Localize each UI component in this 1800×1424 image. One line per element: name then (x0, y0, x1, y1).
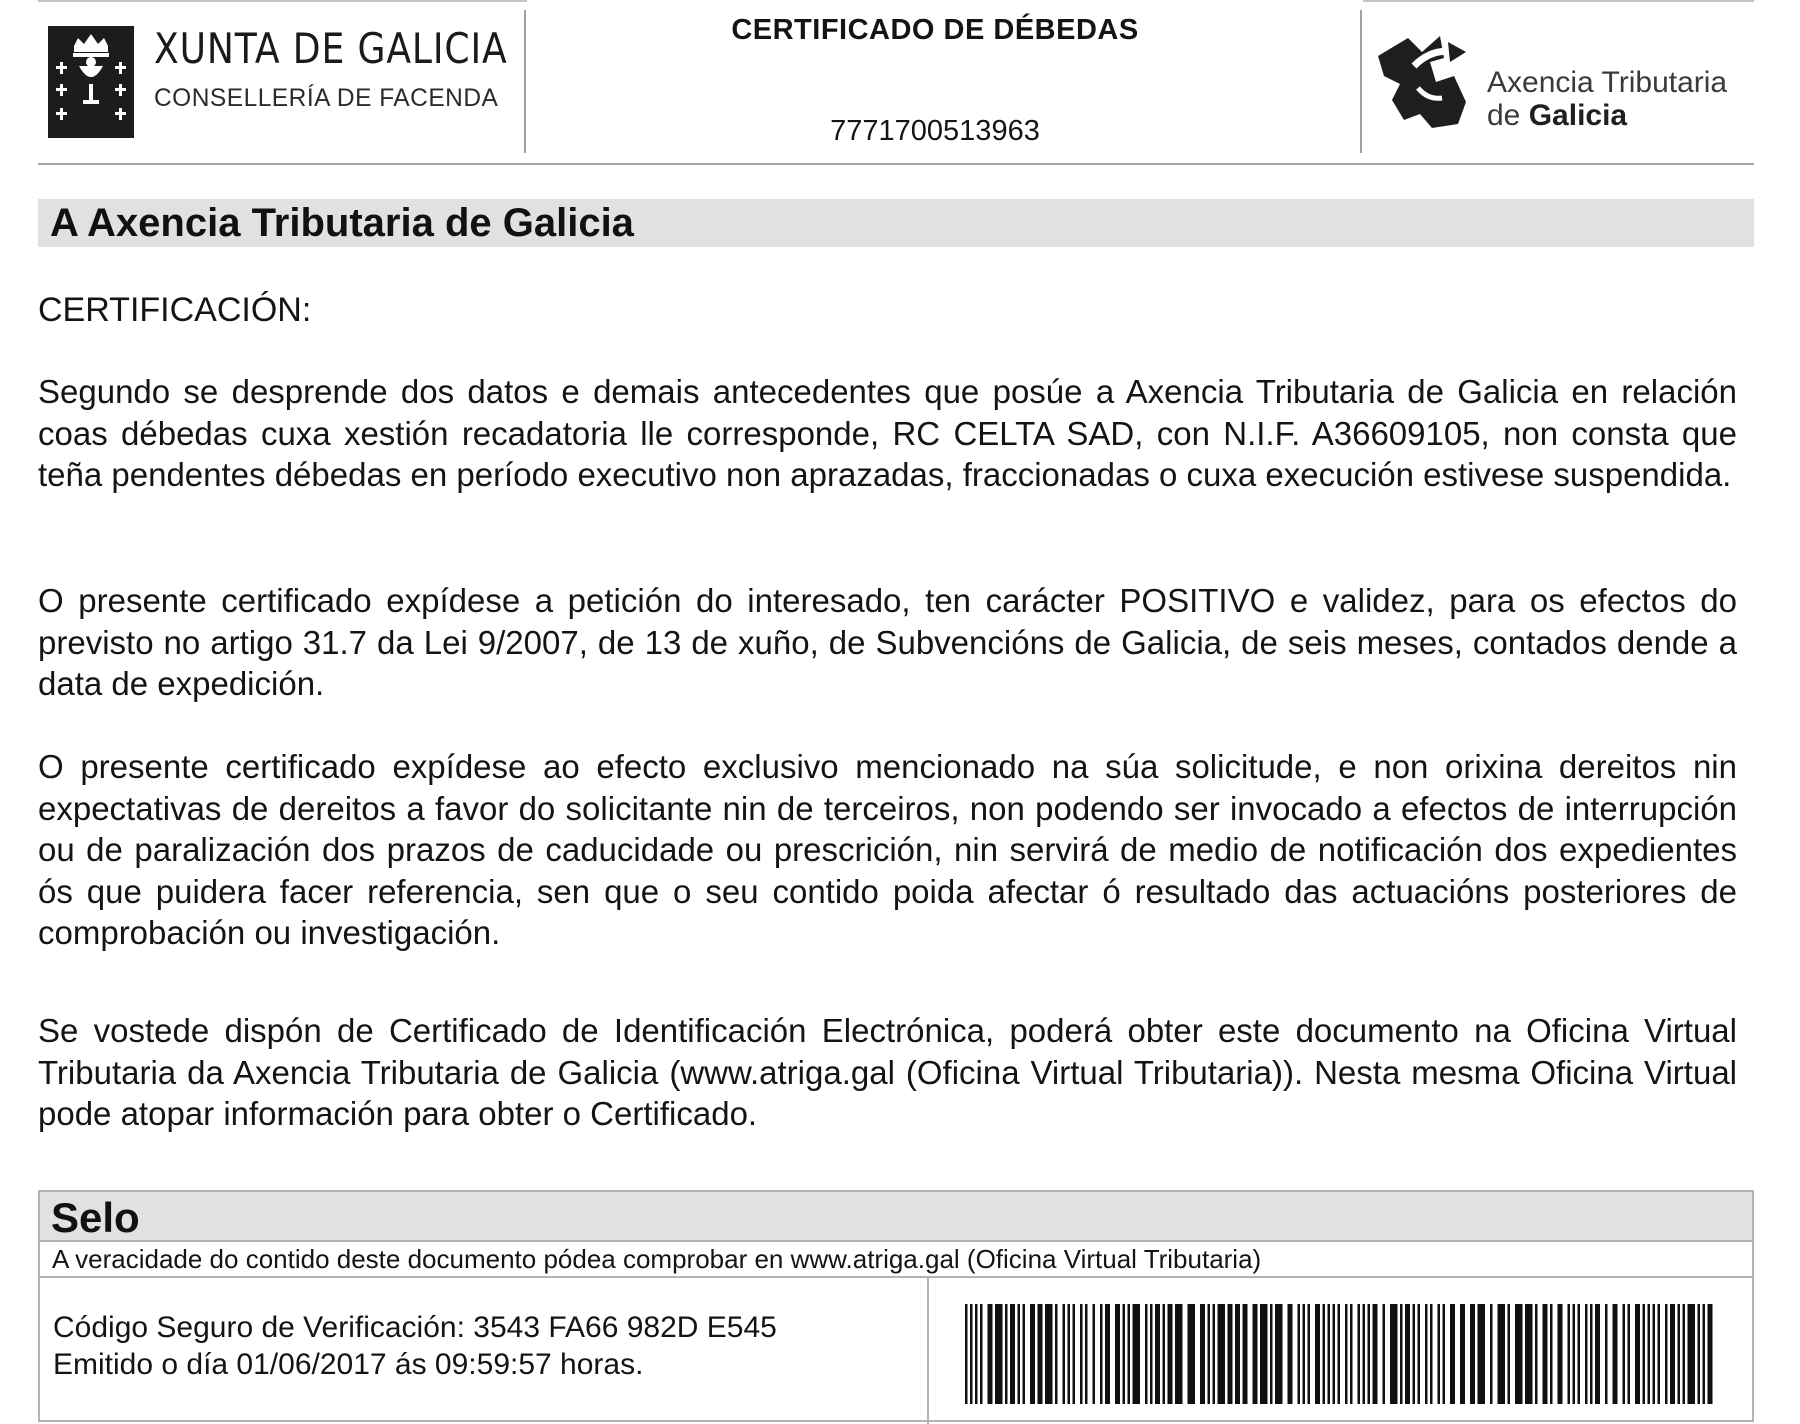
header-separator (1360, 10, 1362, 153)
document-number: 7771700513963 (830, 115, 1040, 147)
seal-header (40, 1192, 1752, 1242)
seal-title: Selo (51, 1194, 140, 1241)
paragraph-debts-status: Segundo se desprende dos datos e demais antecedentes que posúe a Axencia Tributaria de Galicia en relación coas débedas cuxa xestión recadatoria lle corresponde, RC CELTA SAD, con N.I.F. A36609105, non consta que teña pendentes débedas en período executivo non aprazadas, fraccionadas o cuxa execución estivese suspendida. (38, 373, 1737, 493)
secure-verification-code: Código Seguro de Verificación: 3543 FA66 982D E545 (53, 1311, 777, 1344)
seal-divider (927, 1278, 929, 1424)
agency-logo-bold: Galicia (1528, 99, 1628, 132)
header-bottom-rule (38, 163, 1754, 165)
agency-logo-text-line1: Axencia Tributaria (1487, 66, 1728, 99)
atriga-logo-icon (1370, 28, 1480, 134)
seal-verification-row (40, 1242, 1752, 1278)
issue-timestamp: Emitido o día 01/06/2017 ás 09:59:57 horas. (53, 1348, 644, 1381)
header-top-rule (38, 0, 527, 2)
agency-logo-text-line2 (1487, 99, 1627, 133)
section-heading (38, 199, 1754, 247)
paragraph-validity: O presente certificado expídese a petición do interesado, ten carácter POSITIVO e validez, para os efectos do previsto no artigo 31.7 da Lei 9/2007, de 13 de xuño, de Subvencións de Galicia, de seis meses, contados dende a data de expedición. (38, 582, 1737, 702)
issuer-department: CONSELLERÍA DE FACENDA (154, 84, 499, 112)
paragraph-online-office: Se vostede dispón de Certificado de Identificación Electrónica, poderá obter este documento na Oficina Virtual Tributaria da Axencia Tributaria de Galicia (www.atriga.gal (Oficina Virtual Tributaria)). Nesta mesma Oficina Virtual pode atopar información para obter o Certificado. (38, 1012, 1737, 1132)
seal-box (38, 1190, 1754, 1422)
issuer-name: XUNTA DE GALICIA (154, 24, 508, 73)
certification-label: CERTIFICACIÓN: (38, 291, 312, 329)
section-heading-text: A Axencia Tributaria de Galicia (50, 201, 634, 245)
xunta-seal-icon (48, 26, 134, 138)
paragraph-scope: O presente certificado expídese ao efecto exclusivo mencionado na súa solicitude, e non orixina dereitos nin expectativas de dereitos a favor do solicitante nin de terceiros, non podendo ser invocado a efectos de interrupción ou de paralización dos prazos de caducidade ou prescrición, nin servirá de medio de notificación dos expedientes ós que puidera facer referencia, sen que o seu contido poida afectar ó resultado das actuacións posteriores de comprobación ou investigación. (38, 748, 1737, 951)
seal-verification-note: A veracidade do contido deste documento pódea comprobar en www.atriga.gal (Oficina Virtual Tributaria) (52, 1244, 1262, 1274)
barcode-icon (965, 1304, 1715, 1404)
document-title: CERTIFICADO DE DÉBEDAS (731, 14, 1139, 46)
header-top-rule (1363, 0, 1754, 2)
agency-logo-prefix: de (1487, 99, 1521, 132)
